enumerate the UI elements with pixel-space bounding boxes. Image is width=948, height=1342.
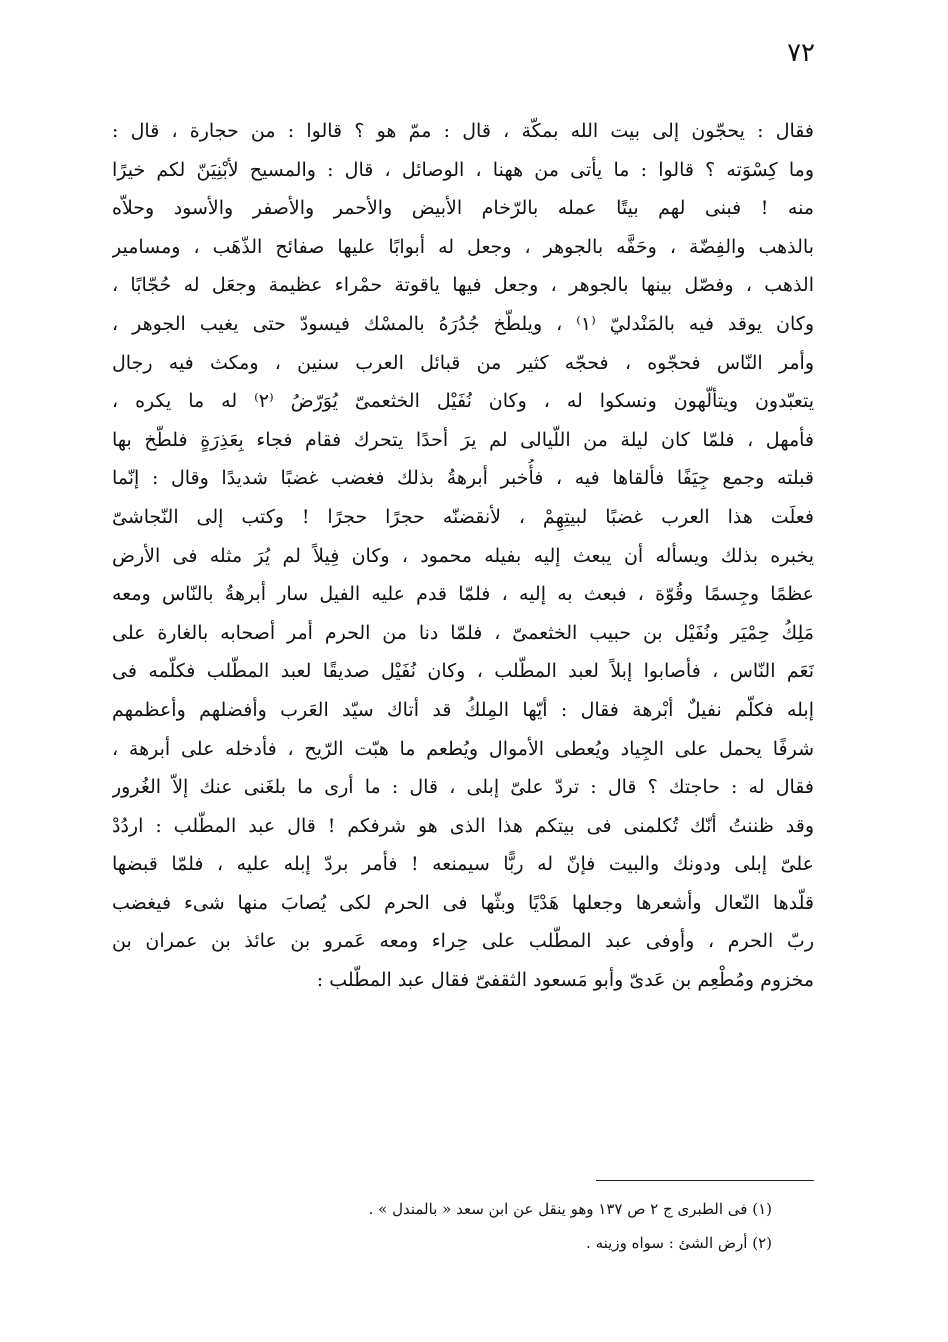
text-line: الذهب ، وفصّل بينها بالجوهر ، وجعل فيها ياقوتة حمْراء عظيمة وجعَل له حُجّابًا ، <box>112 274 814 297</box>
footnote-1: (١) فى الطبرى ج ٢ ص ١٣٧ وهو ينقل عن ابن سعد « بالمندل » . <box>368 1200 772 1218</box>
text-line: قبلته وجمع جِيَفًا فألقاها فيه ، فأُخبر أبرهةُ بذلك فغضب غضبًا شديدًا وقال : إنّما <box>112 467 814 490</box>
text-line: قلّدها النّعال وأشعرها وجعلها هَدْيًا وبثّها فى الحرم لكى يُصابَ منها شىء فيغضب <box>112 891 814 914</box>
body-text <box>112 112 814 1000</box>
footnotes <box>112 1192 772 1260</box>
text-line: منه ! فبنى لهم بيتًا عمله بالرّخام الأبيض والأحمر والأصفر والأسود وحلاّه <box>112 197 814 220</box>
text-line: شرفًا يحمل على الجِياد ويُعطى الأموال ويُطعم ما هبّت الرّيح ، فأدخله على أبرهة ، <box>112 737 814 760</box>
footnote-separator <box>596 1180 814 1181</box>
text-line: إبله فكلّم نفيلٌ أبْرهة فقال : أيّها المِلكُ قد أتاك سيّد العَرب وأفضلهم وأعظمهم <box>112 698 814 721</box>
text-line: يتعبّدون ويتألّهون ونسكوا له ، وكان نُفَيْل الخثعمىّ يُوَرّضُ ⁽٢⁾ له ما يكره ، <box>112 390 814 413</box>
text-line: وأمر النّاس فحجّوه ، فحجّه كثير من قبائل العرب سنين ، ومكث فيه رجال <box>112 351 814 374</box>
text-line: علىّ إبلى ودونك والبيت فإنّ له ربًّا سيمنعه ! فأمر بردّ إبله عليه ، فلمّا قبضها <box>112 853 814 876</box>
text-line: فأمهل ، فلمّا كان ليلة من اللّيالى لم يرَ أحدًا يتحرك فقام فجاء بِعَذِرَةٍ فلطّخ بها <box>112 428 814 451</box>
footnote-2: (٢) أرض الشئ : سواه وزينه . <box>586 1234 772 1252</box>
text-line: نَعَم النّاس ، فأصابوا إبلاً لعبد المطّلب ، وكان نُفَيْل صديقًا لعبد المطّلب فكلّمه فى <box>112 660 814 683</box>
text-line: عظمًا وجِسمًا وقُوّة ، فبعث به إليه ، فلمّا قدم عليه الفيل سار أبرهةُ بالنّاس ومعه <box>112 583 814 606</box>
page-number: ٧٢ <box>787 38 815 68</box>
text-line-last: مخزوم ومُطْعِم بن عَدىّ وأبو مَسعود الثقفىّ فقال عبد المطّلب : <box>316 969 814 992</box>
text-line: مَلِكُ حِمْيَر ونُفَيْل بن حبيب الخثعمىّ ، فلمّا دنا من الحرم أمر أصحابه بالغارة على <box>112 621 814 644</box>
text-line: وكان يوقد فيه بالمَنْدليّ ⁽١⁾ ، ويلطّخ جُدُرَهُ بالمسْك فيسودّ حتى يغيب الجوهر ، <box>112 312 814 335</box>
text-line: ربّ الحرم ، وأوفى عبد المطّلب على حِراء ومعه عَمرو بن عائذ بن عمران بن <box>112 930 814 953</box>
text-line: يخبره بذلك ويسأله أن يبعث إليه بفيله محمود ، وكان فِيلاً لم يُرَ مثله فى الأرض <box>112 544 814 567</box>
text-line: فعلَت هذا العرب غضبًا لبيتِهِمْ ، لأنقضنّه حجرًا حجرًا ! وكتب إلى النّجاشىّ <box>112 505 814 528</box>
text-line: بالذهب والفِضّة ، وحَفَّه بالجوهر ، وجعل له أبوابًا عليها صفائح الذّهَب ، ومسامير <box>112 235 814 258</box>
text-line: وما كِسْوَته ؟ قالوا : ما يأتى من ههنا ، الوصائل ، قال : والمسيح لأبْنِيَنّ لكم خيرًا <box>112 158 814 181</box>
text-line: وقد ظننتُ أنّك تُكلمنى فى بيتكم هذا الذى هو شرفكم ! قال عبد المطّلب : اردُدْ <box>112 814 814 837</box>
text-line: فقال : يحجّون إلى بيت الله بمكّة ، قال : ممّ هو ؟ قالوا : من حجارة ، قال : <box>112 120 814 142</box>
text-line: فقال له : حاجتك ؟ قال : تردّ علىّ إبلى ، قال : ما أرى ما بلغَنى عنك إلاّ الغُرور <box>112 776 814 799</box>
